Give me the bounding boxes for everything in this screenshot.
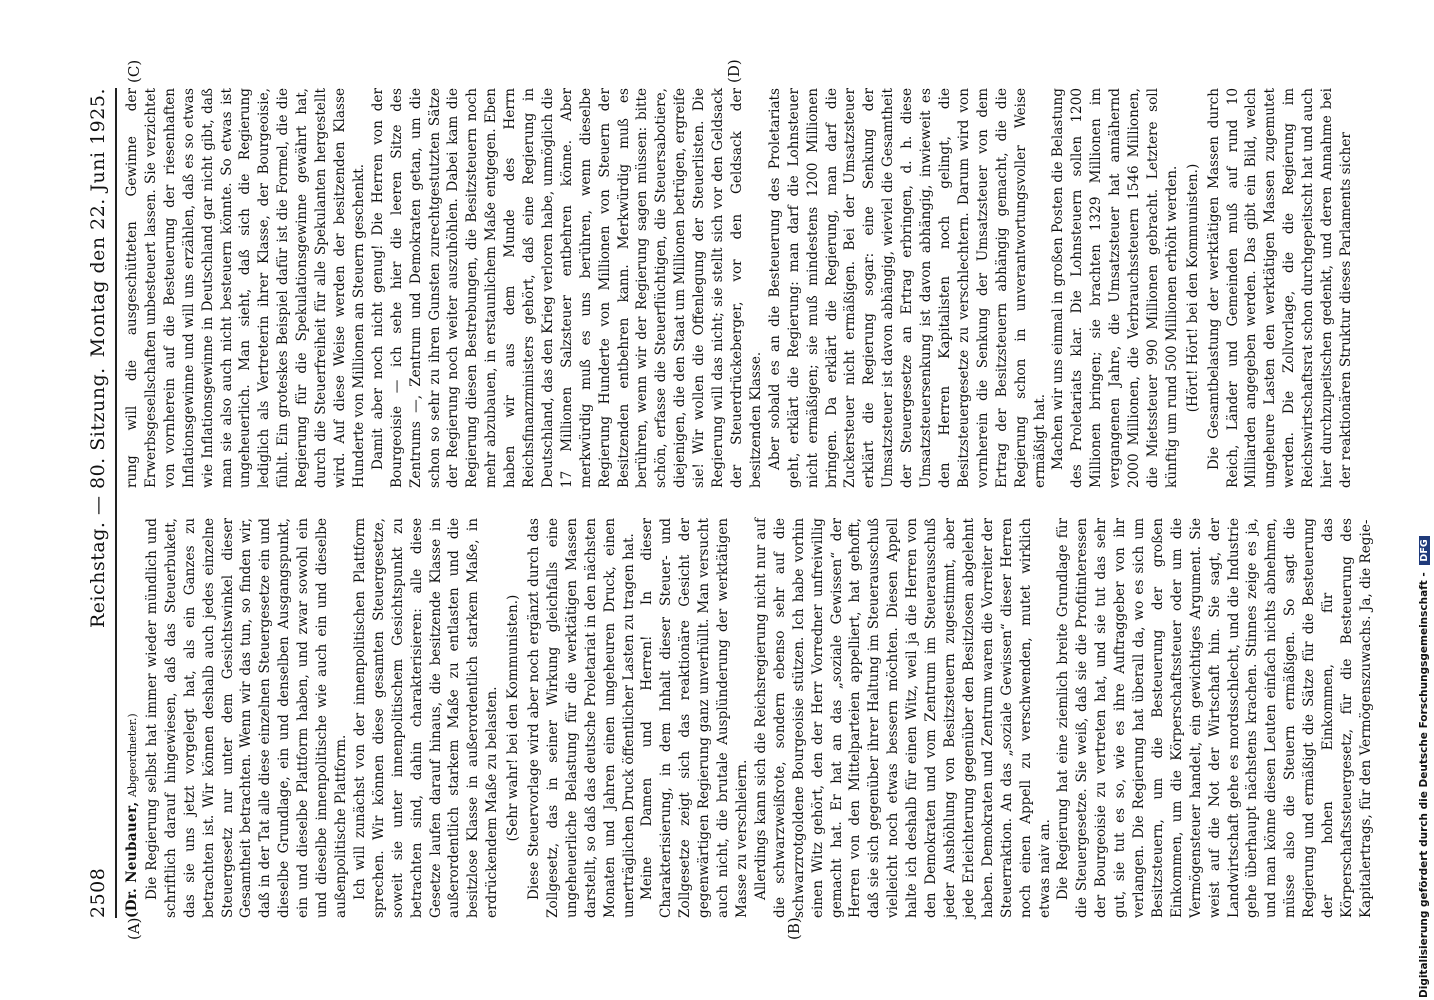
speaker-name: (Dr. Neubauer, [124, 801, 140, 918]
paragraph: Diese Steuervorlage wird aber noch ergänzt durch das Zollgesetz, das in seiner Wirkung gleichfalls eine ungeheuerliche Belastung für die werktätigen Massen darstellt, so daß das deutsche Proletariat in den nächsten Monaten und Jahren einen ungeheuren Druck, einen unerträglichen Druck öffentlicher Lasten zu tragen hat. [526, 518, 637, 918]
page-number: 2508 [87, 867, 109, 918]
paragraph: Die Regierung hat eine ziemlich breite Grundlage für die Steuergesetze. Sie weiß, daß sie die Profitinteressen der Bourgeoisie zu vertreten hat, und sie tut das sehr gut, sie tut es so, wie es ihre Auftraggeber von ihr verlangen. Die Regierung hat überall da, wo es sich um Besitzsteuern, um die Besteuerung der großen Einkommen, um die Körperschaftssteuer oder um die Vermögensteuer handelt, ein gewichtiges Argument. Sie weist auf die Not der Wirtschaft hin. Sie sagt, der Landwirtschaft gehe es mordsschlecht, und die Industrie gehe überhaupt nächstens krachen. Stinnes zeige es ja, und man könne diesen Leuten einfach nichts abnehmen, müsse also die Steuern ermäßigen. So sagt die Regierung und ermäßigt die Sätze für die Besteuerung der hohen Einkommen, für das Körperschaftssteuergesetz, für die Besteuerung des Kapitalertrags, für den Vermögenszuwachs. Ja, die Regie- [1055, 518, 1374, 918]
dfg-logo: DFG [1419, 536, 1430, 564]
column-left [123, 518, 1376, 918]
margin-mark-b: (B) [785, 917, 803, 940]
page-content [85, 59, 1374, 940]
interjection: (Sehr wahr! bei den Kommunisten.) [505, 594, 522, 842]
speaker-role: Abgeordneter.) [126, 713, 139, 798]
paragraph: Die Gesamtbelastung der werktätigen Massen durch Reich, Länder und Gemeinden muß auf rund 10 Milliarden angegeben werden. Das gibt ein Bild, welch ungeheure Lasten den werktätigen Massen zugemutet werden. Die Zollvorlage, die die Regierung im Reichswirtschaftsrat schon durchgepeitscht hat und auch hier durchzupeitschen gedenkt, und deren Annahme bei der reaktionären Struktur dieses Parlaments sicher [1205, 88, 1354, 488]
speaker-line [123, 518, 143, 918]
header-rule [115, 88, 117, 918]
interjection: (Hört! Hört! bei den Kommunisten.) [1184, 163, 1201, 413]
margin-mark-c: (C) [125, 59, 143, 83]
rotated-page [85, 59, 1374, 940]
paragraph: Meine Damen und Herren! In dieser Charakterisierung, in dem Inhalt dieser Steuer- und Zollgesetze zeigt sich das reaktionäre Gesicht der gegenwärtigen Regierung ganz unverhüllt. Man versucht auch nicht, die brutale Ausplünderung der werktätigen Masse zu verschleiern. [639, 518, 750, 918]
page-date: Montag den 22. Juni 1925. [87, 88, 109, 358]
margin-mark-d: (D) [725, 59, 743, 83]
paragraph: Aber sobald es an die Besteuerung des Proletariats geht, erklärt die Regierung: man darf die Lohnsteuer nicht ermäßigen; sie muß mindestens 1200 Millionen bringen. Da erklärt die Regierung, man darf die Zuckersteuer nicht ermäßigen. Bei der Umsatzsteuer erklärt die Regierung sogar: eine Senkung der Umsatzsteuer ist davon abhängig, wieviel die Gesamtheit der Steuergesetze an Ertrag erbringen, d. h. diese Umsatzsteuersenkung ist davon abhängig, inwieweit es den Herren Kapitalisten noch gelingt, die Besitzsteuergesetze zu verschlechtern. Darum wird von vornherein die Senkung der Umsatzsteuer von dem Ertrag der Besitzsteuern abhängig gemacht, die die Regierung schon in unverantwortungsvoller Weise ermäßigt hat. [766, 88, 1048, 488]
paragraph: rung will die ausgeschütteten Gewinne der Erwerbsgesellschaften unbesteuert lassen. Sie verzichtet von vornherein auf die Besteuerung der riesenhaften Inflationsgewinne und will uns erzählen, daß es so etwas wie Inflationsgewinne in Deutschland gar nicht gibt, daß man sie also auch nicht besteuern könnte. So etwas ist ungeheuerlich. Man sieht, daß sich die Regierung lediglich als Vertreterin ihrer Klasse, der Bourgeoisie, fühlt. Ein groteskes Beispiel dafür ist die Formel, die die Regierung für die Spekulationsgewinne gewährt hat, durch die Steuerfreiheit für alle Spekulanten hergestellt wird. Auf diese Weise werden der besitzenden Klasse Hunderte von Millionen an Steuern geschenkt. [124, 88, 367, 488]
paragraph: Die Regierung selbst hat immer wieder mündlich und schriftlich darauf hingewiesen, daß das Steuerbukett, das sie uns jetzt vorgelegt hat, als ein Ganzes zu betrachten ist. Wir können deshalb auch jedes einzelne Steuergesetz nur unter dem Gesichtswinkel dieser Gesamtheit betrachten. Wenn wir das tun, so finden wir, daß in der Tat alle diese einzelnen Steuergesetze ein und dieselbe Grundlage, ein und denselben Ausgangspunkt, ein und dieselbe Plattform haben, und zwar sowohl ein und dieselbe innenpolitische wie auch ein und dieselbe außenpolitische Plattform. [143, 518, 349, 918]
page-header [85, 88, 113, 918]
column-right [123, 88, 1356, 488]
paragraph: Damit aber noch nicht genug! Die Herren von der Bourgeoisie — ich sehe hier die leeren Sitze des Zentrums —, Zentrum und Demokraten getan, um die schon so sehr zu ihren Gunsten zurechtgestutzten Sätze der Regierung noch weiter auszuhöhlen. Dabei kam die Regierung diesen Bestrebungen, die Besitzsteuern noch mehr abzubauen, in erstaunlichem Maße entgegen. Eben haben wir aus dem Munde des Herrn Reichsfinanzministers gehört, daß eine Regierung in Deutschland, das den Krieg verloren habe, unmöglich die 17 Millionen Salzsteuer entbehren könne. Aber merkwürdig muß es uns berühren, wenn dieselbe Regierung Hunderte von Millionen von Steuern der Besitzenden entbehren kann. Merkwürdig muß es berühren, wenn wir der Regierung sagen müssen: bitte schön, erfasse die Steuerflüchtigen, die Steuersabotiere, diejenigen, die den Staat um Millionen betrügen, ergreife sie! Wir wollen die Offenlegung der Steuerlisten. Die Regierung will das nicht; sie stellt sich vor den Geldsack der Steuerdrückeberger, vor den Geldsack der besitzenden Klasse. [369, 88, 764, 488]
session-title: Reichstag. — 80. Sitzung. [87, 367, 109, 628]
margin-mark-a: (A) [125, 917, 143, 940]
credit-text: Digitalisierung gefördert durch die Deutsche Forschungsgemeinschaft - [1418, 572, 1430, 998]
digitization-credit [1418, 8, 1434, 998]
paragraph: Ich will zunächst von der innenpolitischen Plattform sprechen. Wir können diese gesamten Steuergesetze, soweit sie unter innenpolitischem Gesichtspunkt zu betrachten sind, dahin charakterisieren: alle diese Gesetze laufen darauf hinaus, die besitzende Klasse in außerordentlich starkem Maße zu entlasten und die besitzlose Klasse in außerordentlich starkem Maße, in erdrückendem Maße zu belasten. [351, 518, 501, 918]
paragraph: Machen wir uns einmal in großen Posten die Belastung des Proletariats klar. Die Lohnsteuern sollen 1200 Millionen bringen; sie brachten 1329 Millionen im vergangenen Jahre, die Umsatzsteuer hat annähernd 2000 Millionen, die Verbrauchssteuern 1546 Millionen, die Mietssteuer 990 Millionen gebracht. Letztere soll künftig um rund 500 Millionen erhöht werden. [1050, 88, 1180, 488]
paragraph: Allerdings kann sich die Reichsregierung nicht nur auf die schwarzweißrote, sondern ebenso sehr auf die schwarzrotgoldene Bourgeoisie stützen. Ich habe vorhin einen Witz gehört, den der Herr Vorredner unfreiwillig gemacht hat. Er hat an das „soziale Gewissen“ der Herren von den Mittelparteien appelliert, hat gehofft, daß sie sich gegenüber ihrer Haltung im Steuerausschuß vielleicht noch etwas bessern möchten. Diesen Appell halte ich deshalb für einen Witz, weil ja die Herren von den Demokraten und vom Zentrum im Steuerausschuß jeder Aushöhlung von Besitzsteuern zugestimmt, aber jede Erleichterung gegenüber den Besitzlosen abgelehnt haben. Demokraten und Zentrum waren die Vorreiter der Steuerraktion. An das „soziale Gewissen“ dieser Herren noch einen Appell zu verschwenden, mutet wirklich etwas naiv an. [752, 518, 1053, 918]
